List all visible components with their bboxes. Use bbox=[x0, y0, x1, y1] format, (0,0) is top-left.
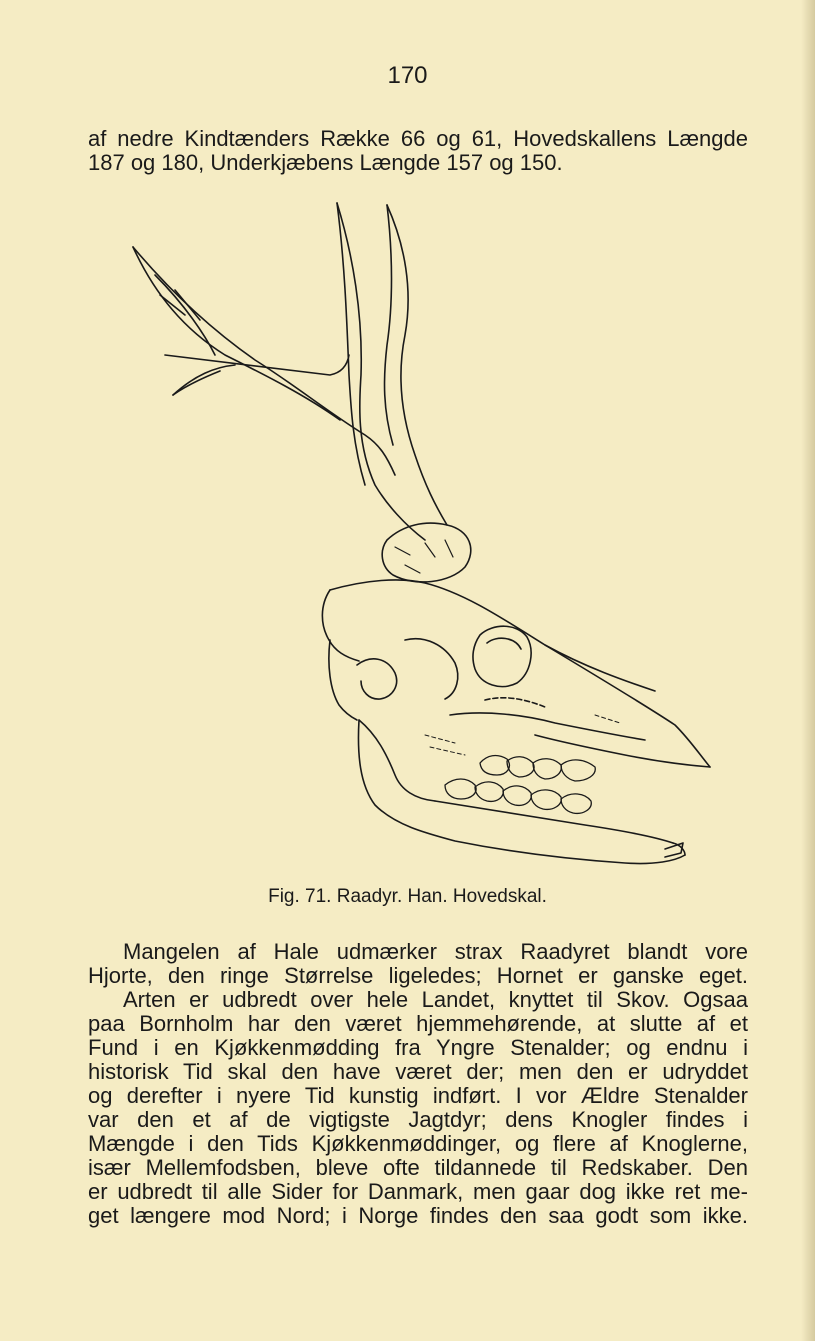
antler-burr bbox=[382, 523, 471, 582]
body-line-1: Mangelen af Hale udmærker strax Raadyret blandt vore bbox=[123, 939, 748, 964]
skull-cranium bbox=[330, 580, 655, 691]
body-line-2: Hjorte, den ringe Størrelse ligeledes; Hornet er ganske eget. bbox=[88, 963, 748, 988]
antler-front-tine bbox=[387, 205, 447, 525]
roe-deer-skull-illustration bbox=[125, 195, 725, 875]
page-number: 170 bbox=[387, 62, 428, 89]
body-line-3: Arten er udbredt over hele Landet, knyttet til Skov. Ogsaa bbox=[123, 987, 748, 1012]
body-line-4: paa Bornholm har den været hjemmehørende, at slutte af et bbox=[88, 1011, 748, 1036]
upper-teeth-row bbox=[480, 756, 595, 781]
body-line-10: især Mellemfodsben, bleve ofte tildannede til Redskaber. Den bbox=[88, 1155, 748, 1180]
body-line-5: Fund i en Kjøkkenmødding fra Yngre Stenalder; og endnu i bbox=[88, 1035, 748, 1060]
intro-line-1: af nedre Kindtænders Række 66 og 61, Hovedskallens Længde bbox=[88, 126, 748, 151]
body-line-11: er udbredt til alle Sider for Danmark, men gaar dog ikke ret me- bbox=[88, 1179, 748, 1204]
body-paragraph bbox=[88, 940, 748, 1228]
body-line-12: get længere mod Nord; i Norge findes den saa godt som ikke. bbox=[88, 1203, 748, 1228]
intro-line-2: 187 og 180, Underkjæbens Længde 157 og 150. bbox=[88, 150, 563, 175]
incisor-tip bbox=[665, 843, 683, 857]
figure-caption: Fig. 71. Raadyr. Han. Hovedskal. bbox=[268, 886, 547, 907]
antler-main-beam bbox=[337, 203, 425, 540]
body-line-6: historisk Tid skal den have været der; men den er udryddet bbox=[88, 1059, 748, 1084]
body-line-8: var den et af de vigtigste Jagtdyr; dens Knogler findes i bbox=[88, 1107, 748, 1132]
skull-orbit bbox=[473, 626, 531, 686]
lower-teeth-row bbox=[445, 779, 591, 813]
intro-paragraph bbox=[88, 127, 748, 175]
page-edge-shadow bbox=[801, 0, 815, 1341]
skull-snout bbox=[545, 645, 710, 767]
body-line-9: Mængde i den Tids Kjøkkenmøddinger, og flere af Knoglerne, bbox=[88, 1131, 748, 1156]
body-line-7: og derefter i nyere Tid kunstig indført. I vor Ældre Stenalder bbox=[88, 1083, 748, 1108]
